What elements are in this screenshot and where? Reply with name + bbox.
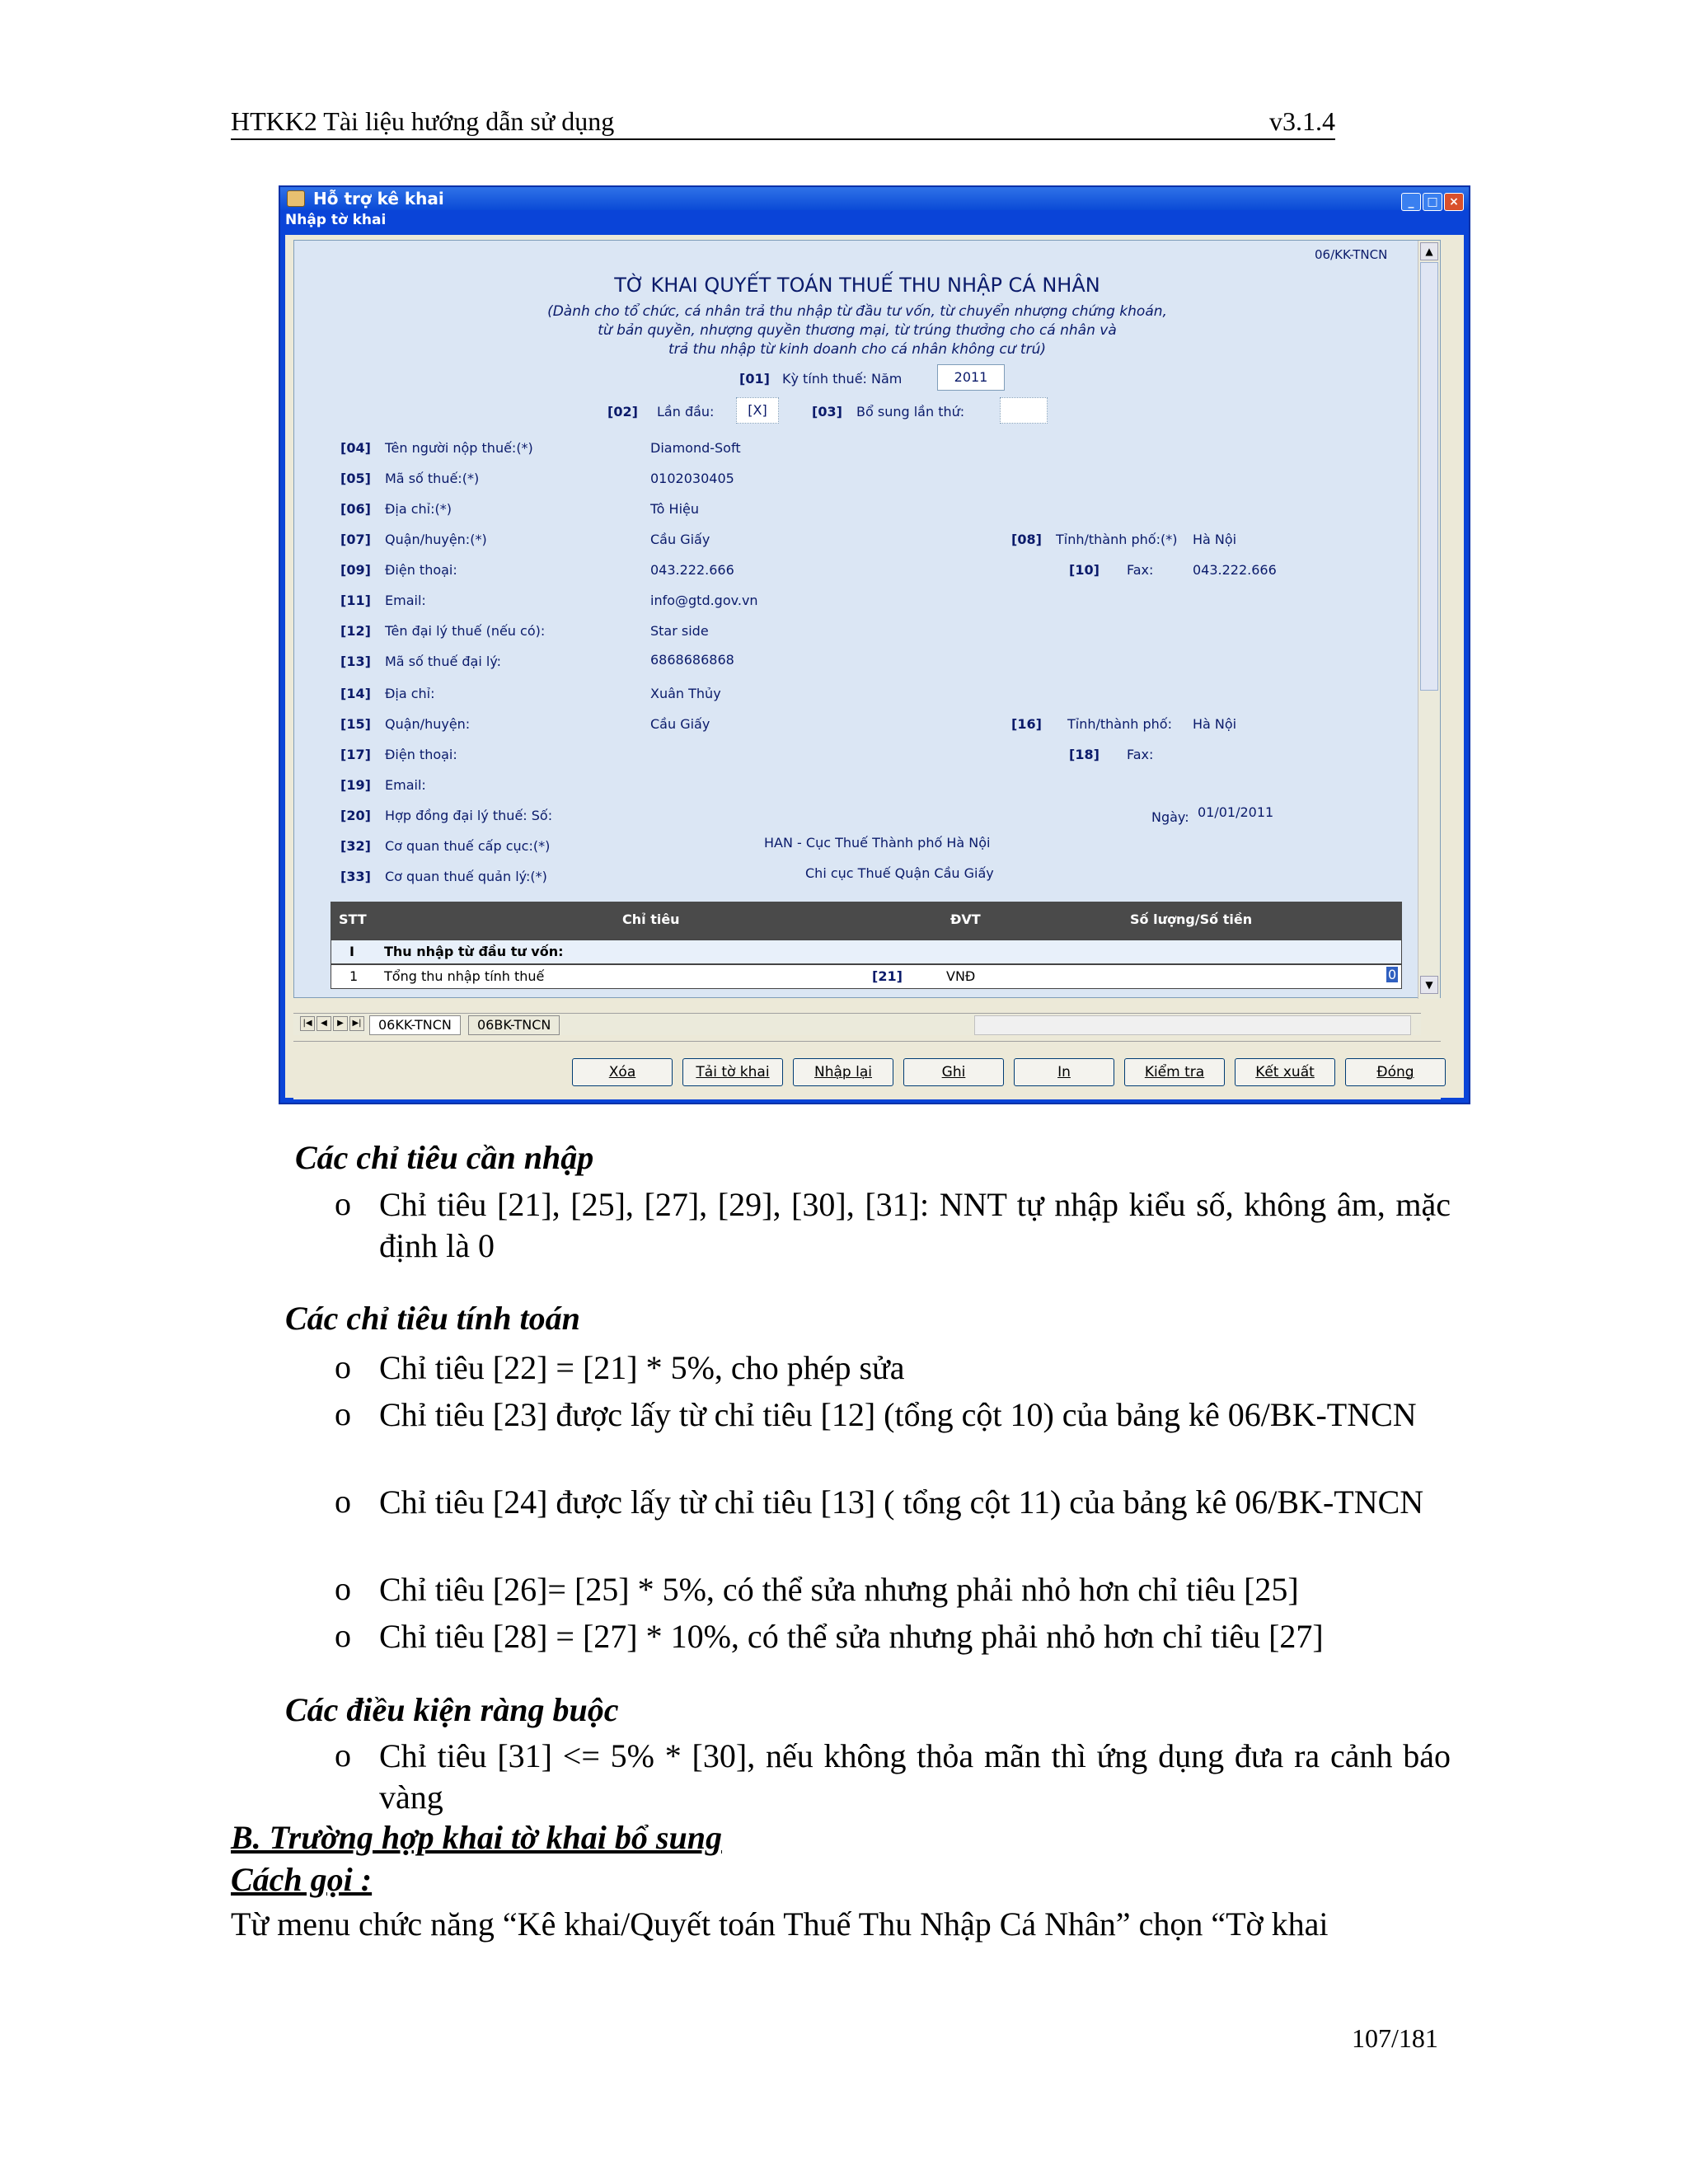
- code-13: [13]: [340, 654, 371, 669]
- code-32: [32]: [340, 838, 371, 854]
- value-32[interactable]: HAN - Cục Thuế Thành phố Hà Nội: [764, 835, 991, 851]
- window-controls: [1400, 190, 1464, 211]
- code-01: [01]: [739, 371, 770, 387]
- window-client: [285, 235, 1464, 1098]
- form-subtitle-1: (Dành cho tổ chức, cá nhân trả thu nhập từ đầu tư vốn, từ chuyển nhượng chứng khoán,: [547, 303, 1167, 320]
- label-20: Hợp đồng đại lý thuế: Số:: [385, 808, 553, 823]
- code-11: [11]: [340, 593, 371, 608]
- bullet-constraint-1: Chỉ tiêu [31] <= 5% * [30], nếu không thỏa mãn thì ứng dụng đưa ra cảnh báo vàng: [379, 1737, 1451, 1816]
- value-16[interactable]: Hà Nội: [1193, 716, 1237, 732]
- bullet-required-1: Chỉ tiêu [21], [25], [27], [29], [30], [31]: NNT tự nhập kiểu số, không âm, mặc định là 0: [379, 1186, 1451, 1264]
- minimize-icon[interactable]: _: [1401, 193, 1421, 211]
- code-07: [07]: [340, 532, 371, 547]
- load-form-button[interactable]: Tải tờ khai: [682, 1058, 783, 1086]
- label-09: Điện thoại:: [385, 562, 457, 578]
- close-button[interactable]: Đóng: [1345, 1058, 1446, 1086]
- section-no: I: [349, 944, 354, 959]
- tab-06kk[interactable]: 06KK-TNCN: [369, 1015, 461, 1035]
- label-02: Lần đầu:: [657, 404, 715, 419]
- supplement-input[interactable]: [1000, 397, 1048, 424]
- bullet-marker: o: [335, 1570, 351, 1607]
- code-17: [17]: [340, 747, 371, 762]
- value-15[interactable]: Cầu Giấy: [650, 716, 710, 732]
- bullet-marker: o: [335, 1483, 351, 1520]
- label-05: Mã số thuế:(*): [385, 471, 480, 486]
- code-14: [14]: [340, 686, 371, 701]
- code-12: [12]: [340, 623, 371, 639]
- tax-year-input[interactable]: 2011: [937, 364, 1005, 391]
- label-19: Email:: [385, 777, 426, 793]
- button-bar: [293, 1041, 1441, 1099]
- reenter-button[interactable]: Nhập lại: [793, 1058, 893, 1086]
- label-18: Fax:: [1127, 747, 1154, 762]
- value-33[interactable]: Chi cục Thuế Quận Cầu Giấy: [805, 865, 994, 881]
- label-12: Tên đại lý thuế (nếu có):: [385, 623, 546, 639]
- value-05[interactable]: 0102030405: [650, 471, 734, 486]
- code-20: [20]: [340, 808, 371, 823]
- date-value[interactable]: 01/01/2011: [1198, 804, 1274, 820]
- how-to-heading: Cách gọi :: [231, 1861, 373, 1898]
- code-05: [05]: [340, 471, 371, 486]
- page-number: 107/181: [1352, 2023, 1438, 2053]
- scroll-down-icon[interactable]: ▼: [1420, 976, 1438, 994]
- bullet-marker: o: [335, 1348, 351, 1385]
- app-icon: [287, 190, 305, 207]
- vertical-scrollbar[interactable]: [1418, 241, 1440, 999]
- code-15: [15]: [340, 716, 371, 732]
- form-code: 06/KK-TNCN: [1315, 247, 1388, 262]
- heading-calculated-fields: Các chỉ tiêu tính toán: [285, 1300, 580, 1337]
- last-tab-icon[interactable]: ▶|: [349, 1016, 364, 1031]
- label-17: Điện thoại:: [385, 747, 457, 762]
- label-13: Mã số thuế đại lý:: [385, 654, 502, 669]
- body-paragraph: Từ menu chức năng “Kê khai/Quyết toán Thuế Thu Nhập Cá Nhân” chọn “Tờ khai: [231, 1905, 1329, 1943]
- value-10[interactable]: 043.222.666: [1193, 562, 1277, 578]
- bullet-calc-1: Chỉ tiêu [22] = [21] * 5%, cho phép sửa: [379, 1349, 905, 1386]
- tax-form: [293, 240, 1441, 998]
- date-label: Ngày:: [1151, 809, 1189, 825]
- label-01: Kỳ tính thuế: Năm: [782, 371, 903, 387]
- next-tab-icon[interactable]: ▶: [333, 1016, 348, 1031]
- label-08: Tỉnh/thành phố:(*): [1056, 532, 1178, 547]
- label-11: Email:: [385, 593, 426, 608]
- save-button[interactable]: Ghi: [903, 1058, 1004, 1086]
- label-04: Tên người nộp thuế:(*): [385, 440, 533, 456]
- heading-required-fields: Các chỉ tiêu cần nhập: [295, 1139, 594, 1176]
- code-16: [16]: [1011, 716, 1042, 732]
- code-33: [33]: [340, 869, 371, 884]
- code-10: [10]: [1069, 562, 1100, 578]
- form-subtitle-2: từ bản quyền, nhượng quyền thương mại, từ trúng thưởng cho cá nhân và: [598, 322, 1117, 339]
- code-06: [06]: [340, 501, 371, 517]
- label-14: Địa chỉ:: [385, 686, 435, 701]
- value-13[interactable]: 6868686868: [650, 652, 734, 668]
- label-07: Quận/huyện:(*): [385, 532, 487, 547]
- window-title: Hỗ trợ kê khai: [313, 189, 444, 209]
- value-12[interactable]: Star side: [650, 623, 709, 639]
- value-08[interactable]: Hà Nội: [1193, 532, 1237, 547]
- code-04: [04]: [340, 440, 371, 456]
- scroll-up-icon[interactable]: ▲: [1420, 242, 1438, 260]
- window-subtitle: Nhập tờ khai: [285, 212, 387, 228]
- check-button[interactable]: Kiểm tra: [1124, 1058, 1225, 1086]
- page-header: [231, 105, 1335, 140]
- header-title: HTKK2 Tài liệu hướng dẫn sử dụng: [231, 106, 615, 136]
- bullet-calc-2: Chỉ tiêu [23] được lấy từ chỉ tiêu [12] (tổng cột 10) của bảng kê 06/BK-TNCN: [379, 1396, 1417, 1433]
- label-15: Quận/huyện:: [385, 716, 471, 732]
- maximize-icon[interactable]: □: [1423, 193, 1442, 211]
- col-indicator: Chỉ tiêu: [622, 912, 680, 927]
- bullet-marker: o: [335, 1185, 351, 1222]
- scroll-thumb[interactable]: [1420, 262, 1438, 691]
- print-button[interactable]: In: [1014, 1058, 1114, 1086]
- value-06[interactable]: Tô Hiệu: [650, 501, 700, 517]
- code-03: [03]: [812, 404, 842, 419]
- bullet-calc-4: Chỉ tiêu [26]= [25] * 5%, có thể sửa nhưng phải nhỏ hơn chỉ tiêu [25]: [379, 1571, 1299, 1608]
- code-19: [19]: [340, 777, 371, 793]
- prev-tab-icon[interactable]: ◀: [316, 1016, 331, 1031]
- code-08: [08]: [1011, 532, 1042, 547]
- bullet-marker: o: [335, 1617, 351, 1654]
- form-subtitle-3: trả thu nhập từ kinh doanh cho cá nhân không cư trú): [668, 341, 1046, 358]
- section-b-heading: B. Trường hợp khai tờ khai bổ sung: [231, 1819, 722, 1856]
- label-06: Địa chỉ:(*): [385, 501, 452, 517]
- code-02: [02]: [607, 404, 638, 419]
- window-titlebar: [280, 187, 1469, 210]
- row-stt: 1: [349, 968, 359, 984]
- header-version: v3.1.4: [1269, 106, 1335, 136]
- value-14[interactable]: Xuân Thủy: [650, 686, 721, 701]
- app-window: [279, 185, 1470, 1104]
- label-33: Cơ quan thuế quản lý:(*): [385, 869, 547, 884]
- bullet-marker: o: [335, 1395, 351, 1432]
- delete-button[interactable]: Xóa: [572, 1058, 673, 1086]
- label-10: Fax:: [1127, 562, 1154, 578]
- col-stt: STT: [339, 912, 367, 927]
- value-11[interactable]: info@gtd.gov.vn: [650, 593, 758, 608]
- value-09[interactable]: 043.222.666: [650, 562, 734, 578]
- section-label: Thu nhập từ đầu tư vốn:: [384, 944, 564, 959]
- first-tab-icon[interactable]: |◀: [300, 1016, 315, 1031]
- export-button[interactable]: Kết xuất: [1235, 1058, 1335, 1086]
- horizontal-scrollbar[interactable]: [974, 1015, 1411, 1035]
- label-16: Tỉnh/thành phố:: [1067, 716, 1172, 732]
- close-icon[interactable]: ×: [1444, 193, 1464, 211]
- form-title: TỜ KHAI QUYẾT TOÁN THUẾ THU NHẬP CÁ NHÂN: [614, 274, 1100, 297]
- value-07[interactable]: Cầu Giấy: [650, 532, 710, 547]
- bullet-calc-5: Chỉ tiêu [28] = [27] * 10%, có thể sửa nhưng phải nhỏ hơn chỉ tiêu [27]: [379, 1618, 1324, 1655]
- label-03: Bổ sung lần thứ:: [856, 404, 965, 419]
- col-amount: Số lượng/Số tiền: [1130, 912, 1253, 927]
- row-code: [21]: [872, 968, 903, 984]
- row-unit: VNĐ: [946, 968, 976, 984]
- row-amount-input[interactable]: 0: [1388, 967, 1397, 982]
- row-label: Tổng thu nhập tính thuế: [384, 968, 545, 984]
- code-18: [18]: [1069, 747, 1100, 762]
- table-header: [331, 902, 1402, 940]
- code-09: [09]: [340, 562, 371, 578]
- table-row: [331, 964, 1402, 989]
- label-32: Cơ quan thuế cấp cục:(*): [385, 838, 551, 854]
- bullet-calc-3: Chỉ tiêu [24] được lấy từ chỉ tiêu [13] ( tổng cột 11) của bảng kê 06/BK-TNCN: [379, 1483, 1424, 1521]
- first-time-checkbox[interactable]: [X]: [736, 397, 779, 424]
- table-row: [331, 940, 1402, 964]
- heading-constraints: Các điều kiện ràng buộc: [285, 1691, 619, 1728]
- tab-06bk[interactable]: 06BK-TNCN: [468, 1015, 560, 1035]
- value-04[interactable]: Diamond-Soft: [650, 440, 741, 456]
- bullet-marker: o: [335, 1736, 351, 1774]
- col-unit: ĐVT: [950, 912, 981, 927]
